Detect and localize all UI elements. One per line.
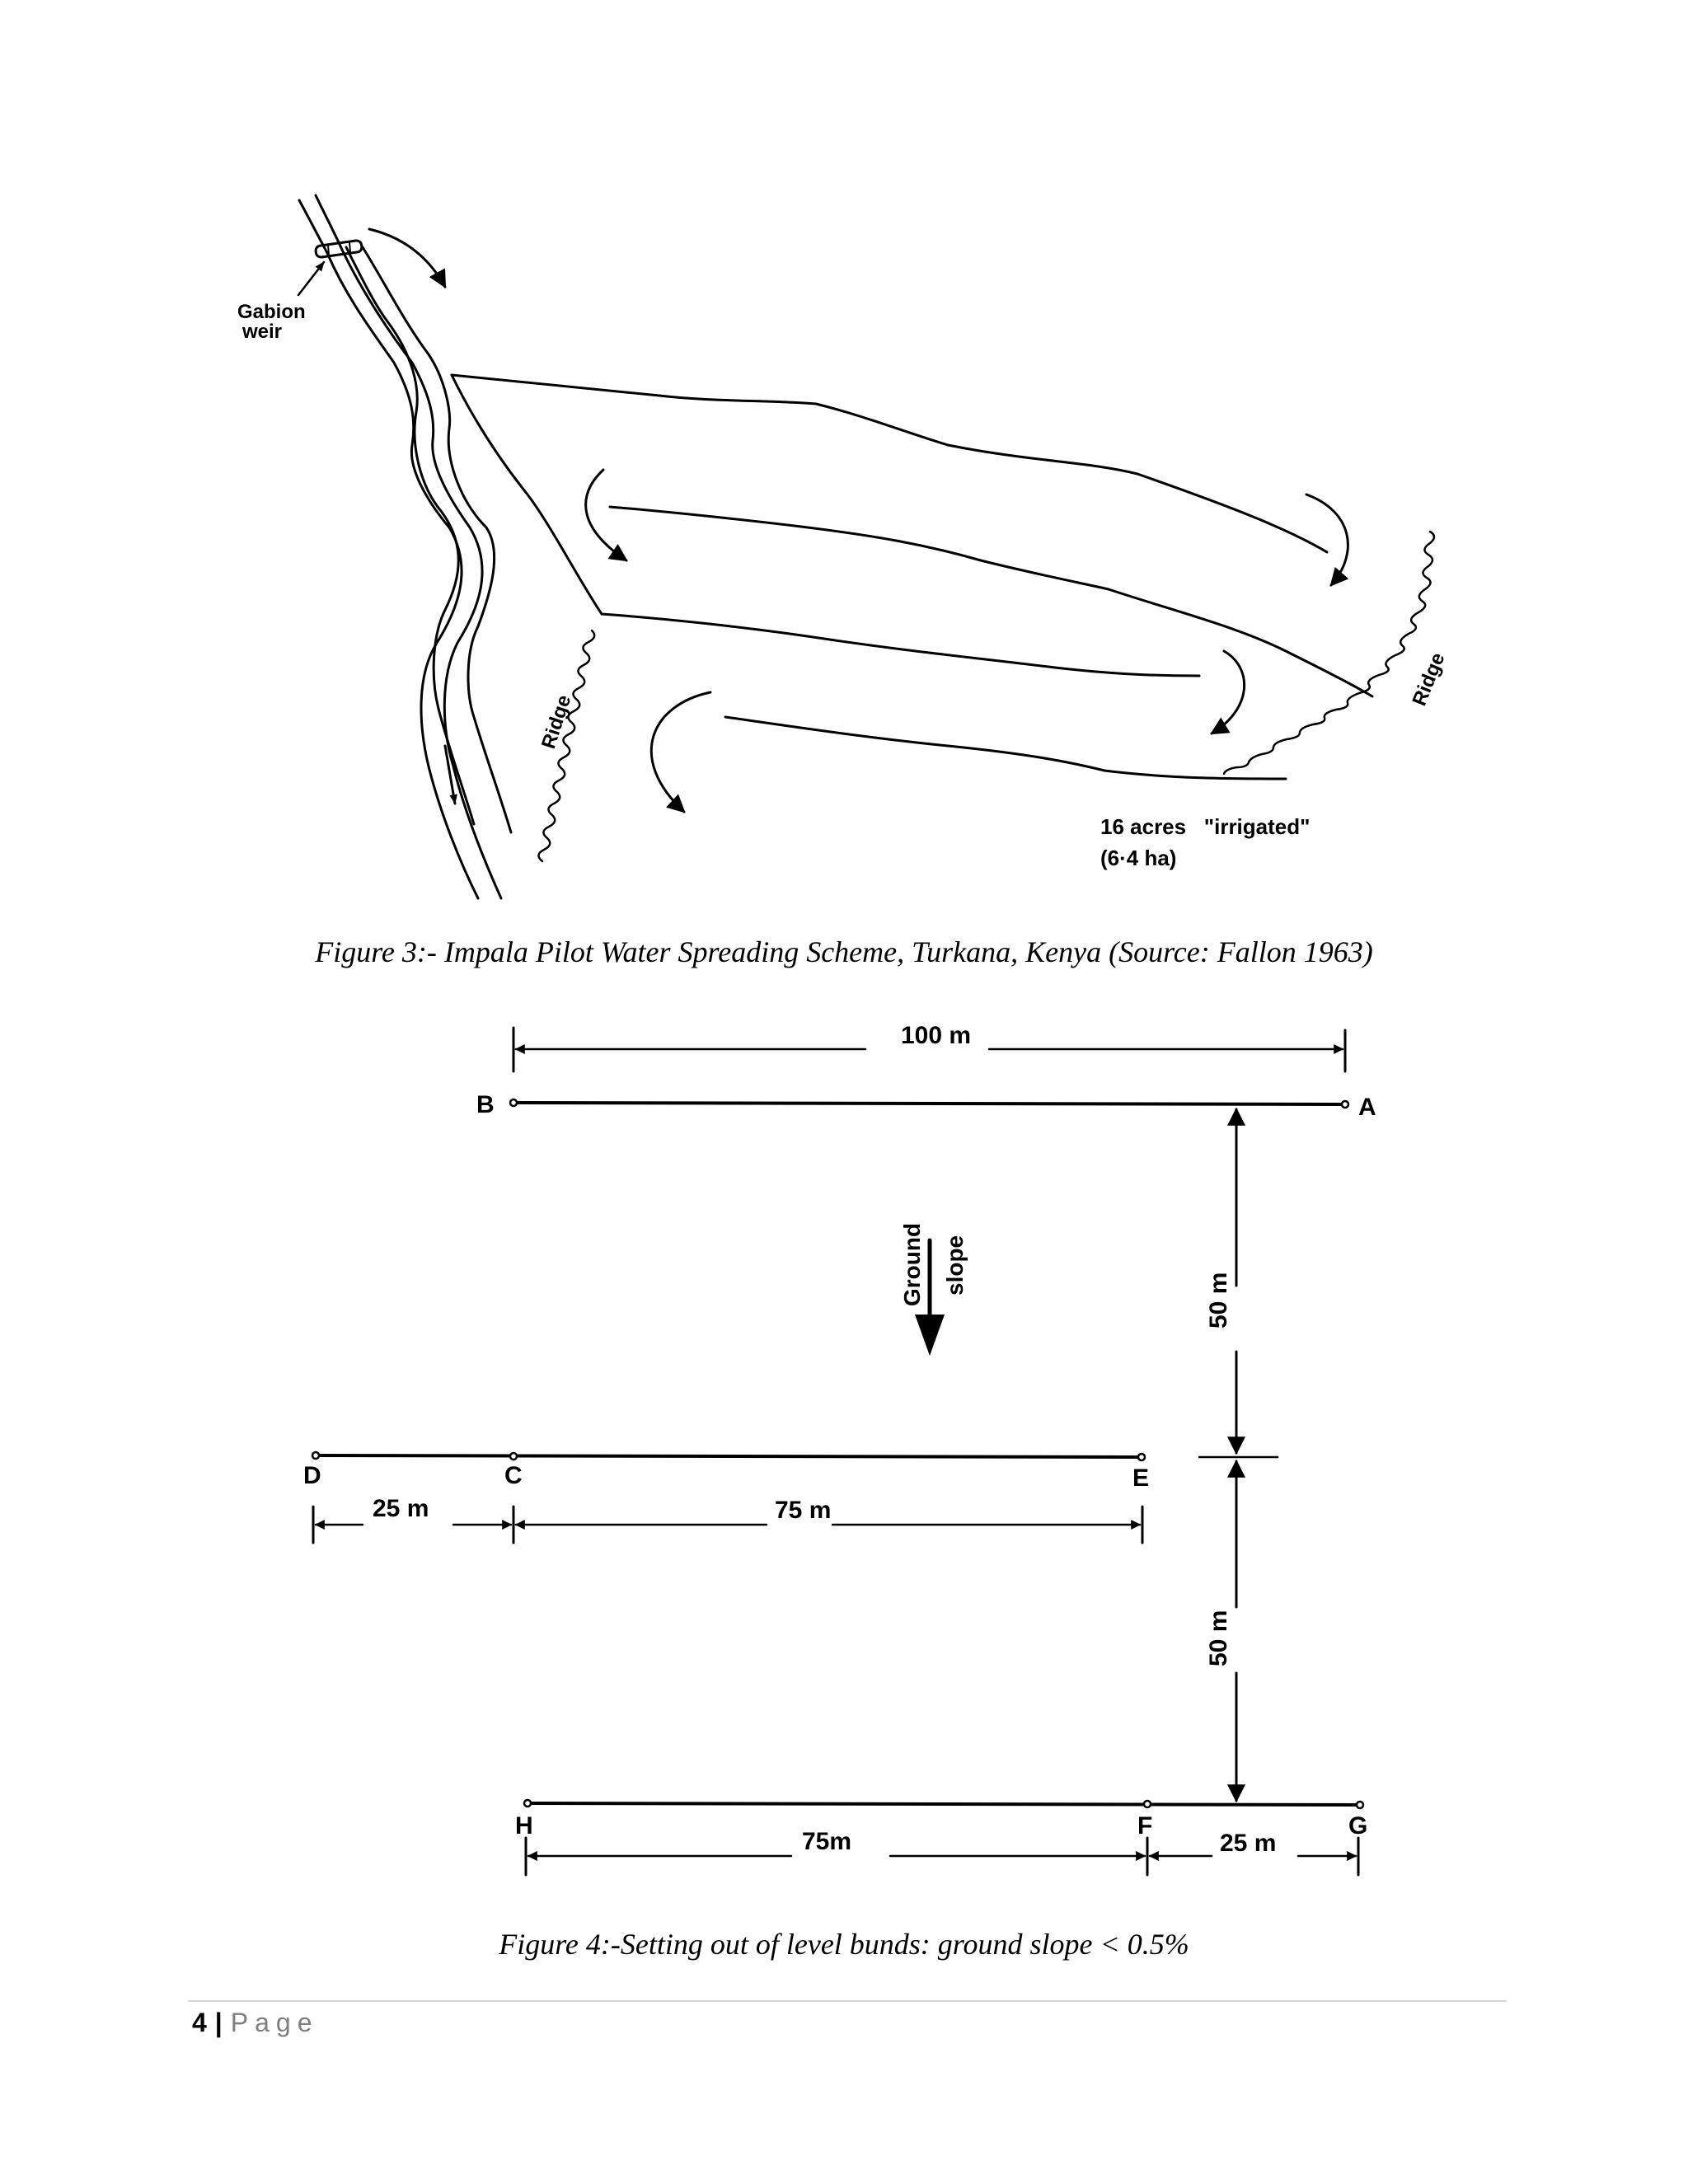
point-label-g: G [1348, 1812, 1368, 1840]
bund-line-dce [316, 1455, 1142, 1457]
point-label-e: E [1132, 1465, 1150, 1492]
curved-arrow-3 [1212, 651, 1245, 733]
bund-bottom [725, 717, 1286, 779]
figure-3-caption: Figure 3:- Impala Pilot Water Spreading Scheme, Turkana, Kenya (Source: Fallon 1963) [315, 935, 1373, 968]
ridge-left-label: Ridge [537, 692, 576, 752]
dim-upper-vertical-label: 50 m [1205, 1272, 1232, 1329]
inner-channel-right [363, 247, 511, 832]
point-label-c: C [504, 1462, 523, 1489]
figure-4-point-markers [312, 1099, 1363, 1808]
curved-arrow-4 [651, 692, 710, 812]
area-label-line2: (6·4 ha) [1100, 846, 1177, 870]
curved-arrow-1 [586, 470, 626, 560]
dim-dc-label: 25 m [373, 1495, 429, 1522]
point-marker-a [1342, 1101, 1348, 1108]
channel-bank-right [316, 195, 501, 898]
point-label-f: F [1137, 1812, 1153, 1840]
inner-channel-left [346, 247, 474, 824]
point-label-h: H [515, 1812, 533, 1840]
slope-label-line2: slope [942, 1235, 968, 1296]
dim-fg-label: 25 m [1220, 1830, 1277, 1857]
point-marker-g [1357, 1802, 1363, 1808]
bund-line-hfg [528, 1803, 1360, 1805]
weir-leader [298, 262, 324, 295]
footer-divider [188, 2000, 1507, 2002]
point-label-a: A [1358, 1094, 1376, 1121]
field-left-edge [452, 375, 602, 614]
point-marker-f [1144, 1801, 1151, 1807]
dim-ce-label: 75 m [775, 1497, 832, 1524]
slope-label-line1: Ground [899, 1222, 925, 1306]
figure-3-labels [237, 301, 1450, 870]
point-marker-h [524, 1800, 531, 1807]
page-footer [192, 2008, 318, 2038]
page-number: 4 [192, 2008, 207, 2037]
dim-hf-label: 75m [802, 1828, 852, 1855]
figure-4-diagram [313, 1028, 1360, 1875]
point-marker-d [312, 1452, 319, 1459]
ridge-right-label: Ridge [1408, 649, 1450, 710]
point-label-b: B [476, 1091, 495, 1118]
weir-label-line1: Gabion [237, 301, 306, 323]
dim-lower-vertical-label: 50 m [1205, 1610, 1232, 1666]
point-label-d: D [303, 1462, 321, 1489]
point-marker-b [510, 1099, 517, 1106]
footer-separator: | [214, 2008, 223, 2037]
ridge-right-line [1224, 532, 1434, 774]
figure-4-labels [303, 1022, 1376, 1857]
figure-3-sketch [298, 195, 1434, 898]
page-label: Page [230, 2008, 319, 2037]
bund-right-diagonal [1109, 589, 1372, 696]
bund-2 [610, 507, 1109, 589]
slope-arrow-head [915, 1315, 945, 1356]
point-marker-e [1138, 1454, 1145, 1460]
weir-label-line2: weir [242, 321, 283, 343]
area-label-line1: 16 acres "irrigated" [1100, 814, 1311, 839]
bund-3 [602, 614, 1199, 676]
bund-line-ba [513, 1103, 1345, 1104]
dim-ab-label: 100 m [901, 1022, 972, 1049]
channel-bank-left [299, 200, 478, 898]
figure-4-caption: Figure 4:-Setting out of level bunds: ground slope < 0.5% [499, 1928, 1189, 1961]
point-marker-c [510, 1453, 517, 1460]
curved-arrow-2 [1306, 494, 1348, 585]
bund-top [452, 375, 1327, 552]
